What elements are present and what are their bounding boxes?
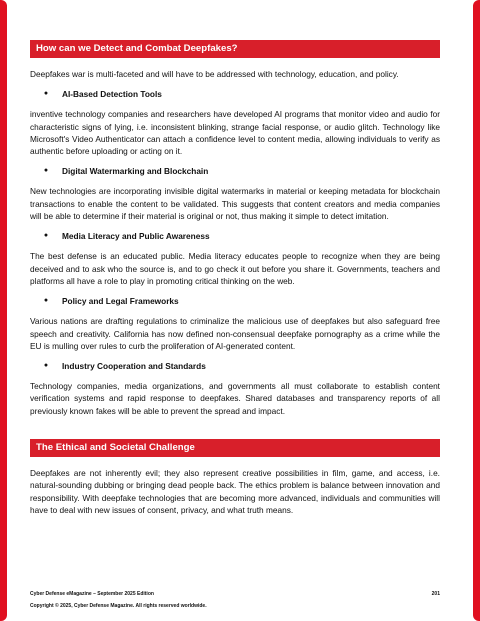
section-paragraph: Deepfakes are not inherently evil; they also represent creative possibilities in film, game, and access, i.e. natural-sounding dubbing or bringing dead people back. The ethics problem is balance between innovation and responsibility. With deepfake technologies that are becoming more advanced, individuals and communities will have to deal with new issues of consent, privacy, and what truth means.	[30, 468, 440, 515]
bullet-heading: ● Industry Cooperation and Standards	[30, 360, 440, 372]
footer-copyright: Copyright © 2025, Cyber Defense Magazine. All rights reserved worldwide.	[30, 603, 207, 609]
left-red-edge	[0, 0, 7, 621]
bullet-heading: ● AI-Based Detection Tools	[30, 88, 440, 100]
section-gap	[30, 425, 440, 439]
section-heading-ethics: The Ethical and Societal Challenge	[30, 439, 440, 457]
footer-edition: Cyber Defense eMagazine – September 2025 Edition	[30, 591, 154, 597]
bullet-heading: ● Media Literacy and Public Awareness	[30, 230, 440, 242]
bullet-dot-icon: ●	[43, 362, 49, 370]
footer-edition-line	[30, 591, 440, 597]
footer-page-number: 201	[431, 591, 440, 597]
bullet-heading: ● Policy and Legal Frameworks	[30, 295, 440, 307]
bullet-dot-icon: ●	[43, 90, 49, 98]
section-heading-detect: How can we Detect and Combat Deepfakes?	[30, 40, 440, 58]
bullet-dot-icon: ●	[43, 232, 49, 240]
page-content	[30, 40, 440, 524]
right-red-edge	[473, 0, 480, 621]
bullet-heading: ● Digital Watermarking and Blockchain	[30, 165, 440, 177]
bullet-paragraph: New technologies are incorporating invisible digital watermarks in material or keeping metadata for blockchain transactions to enable the content to be validated. This suggests that content creators and media companies will be able to determine if their material is original or not, thus making it simple to detect imitation.	[30, 186, 440, 222]
bullet-dot-icon: ●	[43, 297, 49, 305]
section-intro: Deepfakes war is multi-faceted and will have to be addressed with technology, education, and policy.	[30, 69, 399, 79]
bullet-dot-icon: ●	[43, 167, 49, 175]
bullet-paragraph: Technology companies, media organizations, and governments all must collaborate to establish content verification systems and rapid response to deepfakes. Shared databases and transparency reports of all previously known fakes will be able to prevent the spread and impact.	[30, 381, 440, 416]
bullet-paragraph: The best defense is an educated public. Media literacy educates people to recognize when they are being deceived and to ask who the source is, and to go check it out before you share it. Governments, teachers and platforms all have a role to play in promoting critical thinking on the web.	[30, 251, 440, 286]
bullet-paragraph: Various nations are drafting regulations to criminalize the malicious use of deepfakes but also safeguard free speech and creativity. California has now defined non-consensual deepfake pornography as a crime while the EU is mulling over rules to curb the proliferation of AI-generated content.	[30, 316, 440, 351]
bullet-paragraph: inventive technology companies and researchers have developed AI programs that monitor video and audio for characteristic signs of lying, i.e. inconsistent blinking, strange facial response, or audio glitch. Technology like Microsoft's Video Authenticator can attach a confidence level to content media, allowing individuals to verify as authentic before uploading or acting on it.	[30, 109, 440, 157]
